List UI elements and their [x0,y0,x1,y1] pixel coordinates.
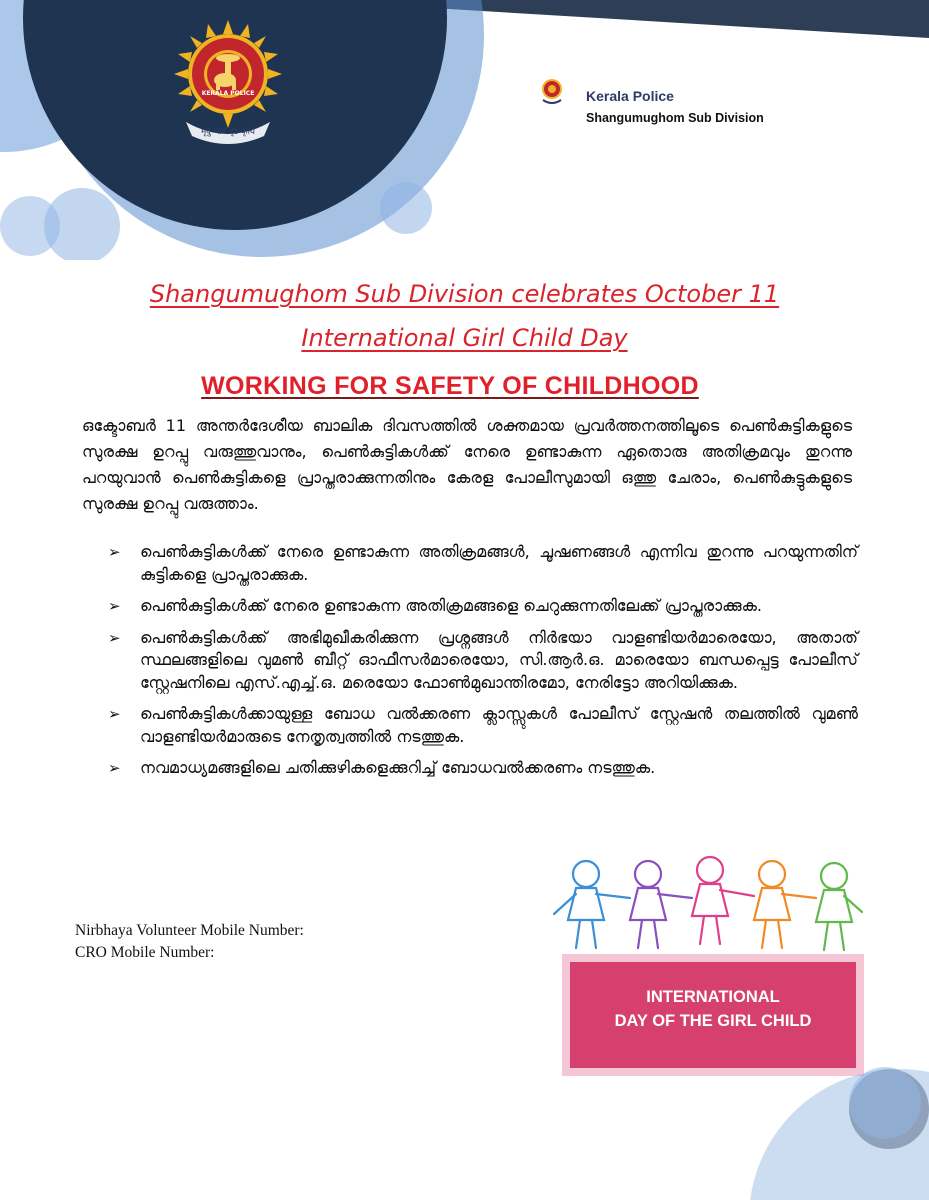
title-line-2: International Girl Child Day [301,324,628,352]
contact-block [75,920,304,964]
arrow-bullet-icon: ➢ [108,705,121,723]
main-heading: WORKING FOR SAFETY OF CHILDHOOD [201,372,699,400]
intro-paragraph: ഒക്ടോബർ 11 അന്തർദേശീയ ബാലിക ദിവസത്തിൽ ശക്തമായ പ്രവർത്തനത്തിലൂടെ പെൺകുട്ടികളുടെ സുരക്ഷ ഉറപ്പു വരുത്തുവാനും, പെൺകുട്ടികൾക്ക് നേരെ ഉണ്ടാകുന്ന ഏതൊരു അതിക്രമവും തുറന്നു പറയുവാൻ പെൺകുട്ടികളെ പ്രാപ്തരാക്കുന്നതിനും കേരള പോലീസുമായി ഒത്തു ചേരാം, പെൺകുട്ടുകളുടെ സുരക്ഷ ഉറപ്പു വരുത്താം. [82,416,852,513]
list-item-text: പെൺകുട്ടികൾക്ക് നേരെ ഉണ്ടാകുന്ന അതിക്രമങ്ങൾ, ചൂഷണങ്ങൾ എന്നിവ തുറന്നു പറയുന്നതിന് കുട്ടികളെ പ്രാപ്തരാക്കുക. [140,542,858,584]
title-line-1: Shangumughom Sub Division celebrates October 11 [149,280,780,308]
list-item-text: പെൺകുട്ടികൾക്കായുള്ള ബോധ വൽക്കരണ ക്ലാസ്സുകൾ പോലീസ് സ്റ്റേഷൻ തലത്തിൽ വുമൺ വാളണ്ടിയർമാരുടെ നേതൃത്വത്തിൽ നടത്തുക. [140,704,858,746]
banner-line-1: INTERNATIONAL [646,988,780,1006]
arrow-bullet-icon: ➢ [108,597,121,615]
list-item [108,541,858,586]
header-decoration [0,0,929,260]
list-item-text: പെൺകുട്ടികൾക്ക് നേരെ ഉണ്ടാകുന്ന അതിക്രമങ്ങളെ ചെറുക്കുന്നതിലേക്ക് പ്രാപ്തരാക്കുക. [140,596,762,615]
banner-line-2: DAY OF THE GIRL CHILD [614,1012,812,1030]
brand-name: Kerala Police [586,88,674,104]
list-item [108,703,858,748]
nirbhaya-volunteer-label: Nirbhaya Volunteer Mobile Number: [75,922,304,939]
brand-subdivision: Shangumughom Sub Division [586,111,764,125]
arrow-bullet-icon: ➢ [108,759,121,777]
children-holding-hands-icon [548,848,864,958]
cro-label: CRO Mobile Number: [75,944,215,961]
footer-decoration [739,1049,929,1200]
bullet-list [108,541,858,789]
list-item [108,595,858,618]
list-item-text: നവമാധ്യമങ്ങളിലെ ചതിക്കുഴികളെക്കുറിച്ച് ബോധവൽക്കരണം നടത്തുക. [140,758,656,777]
list-item [108,757,858,780]
logo-ring-text: KERALA POLICE [201,90,255,97]
list-item [108,627,858,695]
kerala-police-small-emblem-icon [540,78,564,106]
arrow-bullet-icon: ➢ [108,628,121,647]
list-item-text: പെൺകുട്ടികൾക്ക് അഭിമുഖീകരിക്കുന്ന പ്രശ്നങ്ങൾ നിർഭയാ വാളണ്ടിയർമാരെയോ, അതാത് സ്ഥലങ്ങളിലെ വുമൺ ബീറ്റ് ഓഫീസർമാരെയോ, സി.ആർ.ഒ. മാരെയോ ബന്ധപ്പെട്ട പോലീസ് സ്റ്റേഷനിലെ എസ്.എച്ച്.ഒ. മരെയോ ഫോൺമുഖാന്തിരമോ, നേരിട്ടോ അറിയിക്കുക. [140,627,858,692]
logo-motto: मृदु भावे दृढ कृत्ये [201,127,255,137]
arrow-bullet-icon: ➢ [108,543,121,561]
